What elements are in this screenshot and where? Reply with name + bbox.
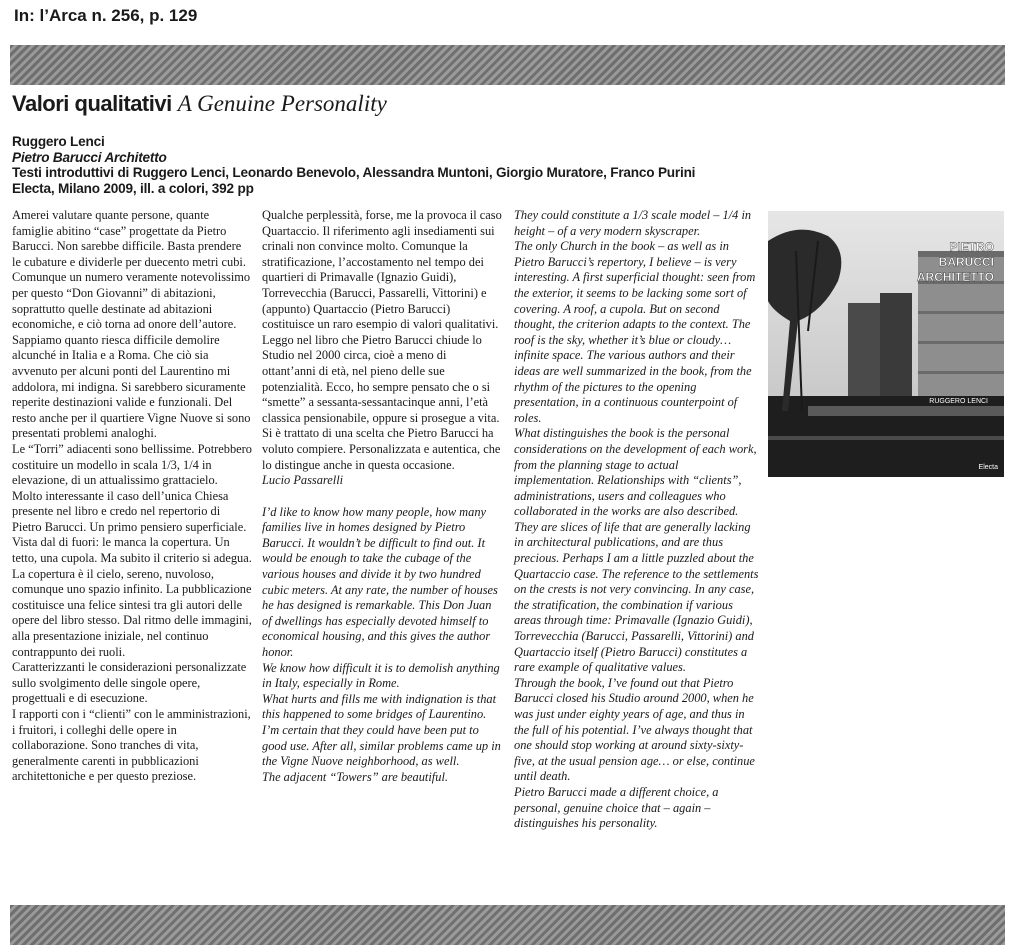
book-credits xyxy=(12,134,695,196)
paragraph: Qualche perplessità, forse, me la provoca il caso Quartaccio. Il riferimento agli insediamenti sui crinali non convince molto. Comunque la stratificazione, l’accostamento nel tempo dei quartieri di Primavalle (Ignazio Guidi), Torrevecchia (Barucci, Passarelli, Vittorini) e (appunto) Quartaccio (Pietro Barucci) costituisce un raro esempio di valori qualitativi. xyxy=(262,208,502,332)
paragraph: Through the book, I’ve found out that Pietro Barucci closed his Studio around 2000, when he was just under eighty years of age, and thus in the full of his potential. I’ve always thought that one should stop working at around sixty-sixty-five, at the usual pension age… or else, continue until death. xyxy=(514,675,755,784)
paragraph: Caratterizzanti le considerazioni personalizzate sullo svolgimento delle singole opere, progettuali e di esecuzione. xyxy=(12,660,247,706)
credits-intro: Testi introduttivi di Ruggero Lenci, Leonardo Benevolo, Alessandra Muntoni, Giorgio Muratore, Franco Purini xyxy=(12,165,696,180)
paragraph: I’d like to know how many people, how many families live in homes designed by Pietro Barucci. It wouldn’t be difficult to find out. It would be enough to take the cubage of the various houses and divide it by two hundred cubic meters. At any rate, the number of houses he has designed is remarkable. This Don Juan of dwellings has especially devoted himself to economical housing, and this gives the author honor. xyxy=(262,504,498,660)
paragraph: Molto interessante il caso dell’unica Chiesa presente nel libro e credo nel repertorio di Pietro Barucci. Un primo pensiero superficiale. Vista dal di fuori: le manca la copertura. Un tetto, una cupola. Ma subito il criterio si adegua. La copertura è il cielo, sereno, nuvoloso, comunque uno spazio infinito. La pubblicazione costituisce una felice sintesi tra gli autori delle opere del libro stesso. Dal ritmo delle immagini, alla presentazione iniziale, nel continuo contrappunto dei ruoli. xyxy=(12,488,252,659)
cover-title-line: ARCHITETTO xyxy=(916,270,994,284)
title-italian: Valori qualitativi xyxy=(12,91,172,116)
paragraph: What hurts and fills me with indignation is that this happened to some bridges of Laurentino. I’m certain that they could have been put to good use. After all, similar problems came up in the Vigne Nuove neighborhood, as well. xyxy=(262,691,501,769)
article-title xyxy=(12,91,387,117)
top-decorative-band xyxy=(10,45,1005,85)
title-english: A Genuine Personality xyxy=(177,91,387,116)
cover-publisher: Electa xyxy=(978,464,998,471)
book-cover-image xyxy=(768,211,1004,477)
paragraph: They could constitute a 1/3 scale model – 1/4 in height – of a very modern skyscraper. xyxy=(514,208,752,238)
paragraph: What distinguishes the book is the personal considerations on the development of each work, from the planning stage to actual implementation. Relationships with “clients”, administrations, users and colleagues who collaborated in the works are also described. xyxy=(514,426,757,519)
paragraph: I rapporti con i “clienti” con le amministrazioni, i fruitori, i colleghi delle opere in collaborazione. Sono tranches di vita, generalmente carenti in pubblicazioni architettoniche e per questo preziose. xyxy=(12,707,251,784)
paragraph: Sappiamo quanto riesca difficile demolire alcunché in Italia e a Roma. Che ciò sia avvenuto per alcuni ponti del Laurentino mi addolora, mi indigna. Si sarebbero sicuramente reperite destinazioni valide e funzionali. Del resto anche per il quartiere Vigne Nuove si sono presentati problemi analoghi. xyxy=(12,332,251,441)
paragraph: We know how difficult it is to demolish anything in Italy, especially in Rome. xyxy=(262,660,500,691)
paragraph: Pietro Barucci made a different choice, a personal, genuine choice that – again – distinguishes his personality. xyxy=(514,784,719,831)
cover-title-line: PIETRO xyxy=(949,240,994,254)
paragraph: Leggo nel libro che Pietro Barucci chiude lo Studio nel 2000 circa, cioè a meno di ottant’anni di età, nel pieno delle sue potenzialità. Ecco, ho sempre pensato che o si “smette” a sessanta-sessantacinque anni, l’età classica pensionabile, oppure si prosegue a vita. Si è trattato di una scelta che Pietro Barucci ha voluto compiere. Personalizzata e autentica, che lo distingue anche in questa occasione. xyxy=(262,332,501,472)
paragraph: The only Church in the book – as well as in Pietro Barucci’s repertory, I believe – is very interesting. A first superficial thought: seen from the exterior, it seems to be lacking some sort of covering. A roof, a cupola. But on second thought, the criterion adapts to the context. The roof is the sky, whether it’s blue or cloudy… infinite space. The various authors and their ideas are well summarized in the book, from the rhythm of the pictures to the opening presentation, in a continuous counterpoint of roles. xyxy=(514,239,756,425)
paragraph: The adjacent “Towers” are beautiful. xyxy=(262,769,448,784)
credits-author: Ruggero Lenci xyxy=(12,134,105,149)
credits-publisher: Electa, Milano 2009, ill. a colori, 392 pp xyxy=(12,180,254,196)
paragraph: Le “Torri” adiacenti sono bellissime. Potrebbero costituire un modello in scala 1/3, 1/4 in elevazione, di un attualissimo grattacielo. xyxy=(12,441,252,488)
credits-book-title: Pietro Barucci Architetto xyxy=(12,149,167,165)
text-column-2 xyxy=(262,208,502,785)
cover-illustration xyxy=(768,211,1004,477)
paragraph: Amerei valutare quante persone, quante famiglie abitino “case” progettate da Pietro Barucci. Non sarebbe difficile. Basta prendere le cubature e dividerle per duecento metri cubi. Comunque un numero veramente notevolissimo per questo “Don Giovanni” di abitazioni, soprattutto quelle destinate ad abitazioni economiche, e ciò torna ad onore dell’autore. xyxy=(12,208,251,332)
text-column-3 xyxy=(514,208,759,832)
text-column-1 xyxy=(12,208,252,785)
cover-author: RUGGERO LENCI xyxy=(929,398,988,405)
bottom-decorative-band xyxy=(10,905,1005,945)
signature: Lucio Passarelli xyxy=(262,473,344,488)
source-reference: In: l’Arca n. 256, p. 129 xyxy=(14,6,198,25)
cover-title-line: BARUCCI xyxy=(938,255,994,269)
paragraph: They are slices of life that are generally lacking in architectural publications, and are thus precious. Perhaps I am a little puzzled about the Quartaccio case. The reference to the settlements on the crests is not very convincing. In any case, the stratification, the combination if various areas through time: Primavalle (Ignazio Guidi), Torrevecchia (Barucci, Passarelli, Vittorini) and Quartaccio itself (Pietro Barucci) constitutes a rare example of qualitative values. xyxy=(514,519,759,675)
